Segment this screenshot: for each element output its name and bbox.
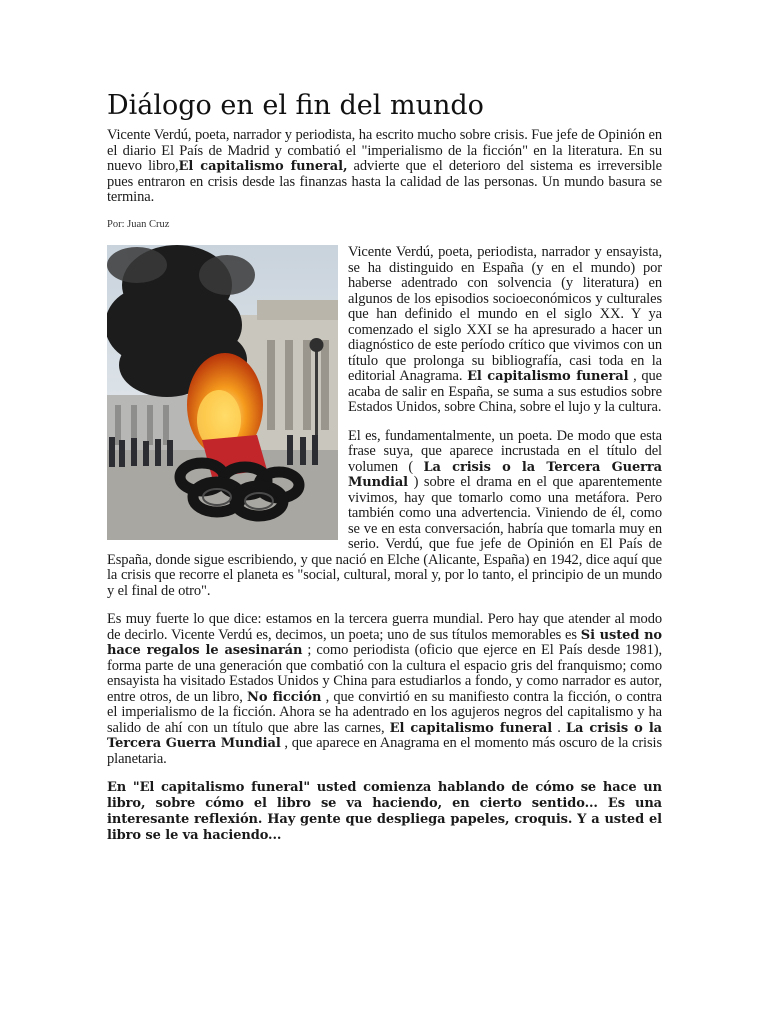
p1-text-c: , que acaba de salir en España, se suma a sus estudios sobre Estados Unidos, sobre China, sobre el lujo y la cultura. bbox=[348, 368, 662, 415]
intro-text-1: Vicente Verdú, poeta, narrador y periodista, ha escrito mucho sobre crisis. Fue jefe de Opinión en el diario El País de Madrid y combatió el "imperialismo de la ficción" en la literatura. En su nuevo libro, bbox=[107, 127, 662, 174]
interview-question: En "El capitalismo funeral" usted comienza hablando de cómo se hace un libro, sobre cómo el libro se va haciendo, en cierto sentido... Es una interesante reflexión. Hay gente que despliega papeles, croquis. Y a usted el libro se le va haciendo... bbox=[107, 780, 662, 843]
intro-text-2: advierte que el deterioro del sistema es irreversible pues entraron en crisis desde las finanzas hasta la calidad de las personas. Un mundo basura se termina. bbox=[107, 158, 662, 205]
paragraph-3 bbox=[107, 612, 662, 767]
intro-book-title: El capitalismo funeral, bbox=[178, 159, 348, 174]
p3-text-a: Es muy fuerte lo que dice: estamos en la tercera guerra mundial. Pero hay que atender al modo de decirlo. Vicente Verdú es, decimos, un poeta; uno de sus títulos memorables es bbox=[107, 611, 662, 643]
burning-tires-photo bbox=[107, 245, 338, 540]
p3-book-title-4: La crisis o la Tercera Guerra Mundial bbox=[107, 720, 662, 751]
p2-text-a: El es, fundamentalmente, un poeta. De modo que esta frase suya, que aparece incrustada en el título del volumen ( bbox=[348, 427, 662, 475]
p3-text-d: , que convirtió en su manifiesto contra la ficción, o contra el imperialismo de la ficción. Ahora se ha adentrado en los agujeros negros del capitalismo y ha salido de ahí con un título que abre las carnes, bbox=[107, 688, 662, 736]
p2-book-title: La crisis o la Tercera Guerra Mundial bbox=[348, 459, 662, 490]
p3-book-title-1: Si usted no hace regalos le asesinarán bbox=[107, 627, 662, 658]
p2-text-c: ) sobre el drama en el que aparentemente vivimos, hay que tomarlo como una metáfora. Pero también como una advertencia. Viniendo de él, como se ve en esta conversación, habría que tomarla muy en serio. Verdú, que fue jefe de Opinión en El País de España, donde sigue escribiendo, y que nació en Elche (Alicante, España) en 1942, dice aquí que la crisis que recorre el planeta es "social, cultural, moral y, por lo tanto, el principio de un mundo y el final de otro". bbox=[107, 474, 662, 599]
article-title: Diálogo en el fin del mundo bbox=[107, 90, 484, 121]
p1-text-a: Vicente Verdú, poeta, periodista, narrador y ensayista, se ha distinguido en España (y en el mundo) por haberse adentrado con solvencia (y literatura) en algunos de los episodios socioeconómicos y culturales que han definido el mundo en el siglo XX. Y ya comenzado el siglo XXI se ha apresurado a hacer un diagnóstico de este período crítico que vivimos con un título que prolonga su bibliografía, casi toda en la editorial Anagrama. bbox=[348, 244, 662, 384]
photo-illustration bbox=[107, 245, 338, 540]
p3-text-e: . bbox=[552, 719, 566, 736]
byline: Por: Juan Cruz bbox=[107, 219, 170, 230]
p1-book-title: El capitalismo funeral bbox=[467, 369, 629, 384]
article-body bbox=[107, 245, 662, 857]
p3-text-c: ; como periodista (oficio que ejerce en El País desde 1981), forma parte de una generación que combatió con la cultura el espacio gris del franquismo; como ensayista ha visitado Estados Unidos y China para estudiarlos a fondo, y como narrador es autor, entre otros, de un libro, bbox=[107, 642, 662, 705]
p3-text-f: , que aparece en Anagrama en el momento más oscuro de la crisis planetaria. bbox=[107, 735, 662, 767]
p3-book-title-3: El capitalismo funeral bbox=[389, 720, 553, 736]
p3-book-title-2: No ficción bbox=[247, 689, 322, 705]
article-intro bbox=[107, 128, 662, 206]
